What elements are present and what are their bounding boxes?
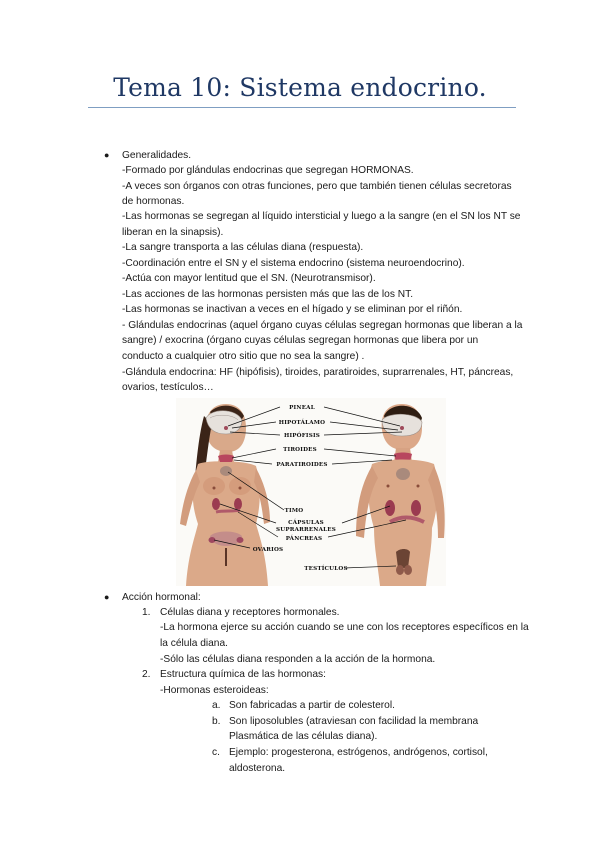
female-body-icon (180, 404, 270, 586)
text-line: -Sólo las células diana responden a la acción de la hormona. (160, 654, 436, 665)
label-hipotalamo: HIPOTÁLAMO (278, 420, 326, 426)
bullet-icon: ● (104, 150, 110, 160)
label-pancreas: PÁNCREAS (285, 536, 323, 542)
text-line: ovarios, testículos… (122, 382, 214, 393)
label-suprarrenales: SUPRARRENALES (276, 527, 336, 533)
text-line: Son liposolubles (atraviesan con facilidad la membrana (229, 716, 479, 727)
text-line: - Glándulas endocrinas (aquel órgano cuyas células segregan hormonas que liberan a la (122, 320, 523, 331)
text-line: la célula diana. (160, 638, 228, 649)
bullet-icon: ● (104, 592, 110, 602)
text-line: -Actúa con mayor lentitud que el SN. (Neurotransmisor). (122, 273, 376, 284)
text-line: -Las acciones de las hormonas persisten más que las de los NT. (122, 289, 414, 300)
endocrine-figure (176, 398, 446, 586)
label-tiroides: TIROIDES (283, 447, 317, 453)
text-line: -Formado por glándulas endocrinas que segregan HORMONAS. (122, 165, 414, 176)
label-timo: TIMO (284, 508, 304, 514)
label-hipofisis: HIPÓFISIS (283, 433, 321, 439)
list-number: 1. (142, 607, 151, 618)
text-line: -Las hormonas se inactivan a veces en el hígado y se eliminan por el riñón. (122, 304, 463, 315)
text-line: de hormonas. (122, 196, 185, 207)
list-letter: b. (212, 716, 221, 727)
section-heading: Acción hormonal: (122, 592, 201, 603)
text-line: conducto a cualquier otro sitio que no sea la sangre) . (122, 351, 365, 362)
list-item-title: Estructura química de las hormonas: (160, 669, 326, 680)
endocrine-diagram-icon (176, 398, 446, 586)
text-line: -Las hormonas se segregan al líquido intersticial y luego a la sangre (en el SN los NT se (122, 211, 521, 222)
text-line: sangre) / exocrina (órgano cuyas células segregan hormonas que libera por un (122, 335, 479, 346)
text-line: -Coordinación entre el SN y el sistema endocrino (sistema neuroendocrino). (122, 258, 465, 269)
text-line: aldosterona. (229, 763, 286, 774)
list-number: 2. (142, 669, 151, 680)
text-line: -Hormonas esteroideas: (160, 685, 269, 696)
label-ovarios: OVARIOS (252, 547, 284, 553)
label-pineal: PINEAL (289, 405, 315, 411)
list-letter: c. (212, 747, 220, 758)
text-line: Plasmática de las células diana). (229, 731, 378, 742)
list-letter: a. (212, 700, 221, 711)
title-divider (88, 107, 516, 108)
text-line: -A veces son órganos con otras funciones, pero que también tienen células secretoras (122, 181, 512, 192)
page-title: Tema 10: Sistema endocrino. (113, 73, 487, 102)
label-testiculos: TESTÍCULOS (304, 566, 348, 572)
text-line: Ejemplo: progesterona, estrógenos, andrógenos, cortisol, (229, 747, 488, 758)
text-line: -La hormona ejerce su acción cuando se une con los receptores específicos en la (160, 622, 529, 633)
list-item-title: Células diana y receptores hormonales. (160, 607, 340, 618)
text-line: -Glándula endocrina: HF (hipófisis), tiroides, paratiroides, suprarrenales, HT, páncreas, (122, 367, 514, 378)
label-paratiroides: PARATIROIDES (276, 462, 328, 468)
text-line: -La sangre transporta a las células diana (respuesta). (122, 242, 364, 253)
text-line: Son fabricadas a partir de colesterol. (229, 700, 395, 711)
text-line: liberan en la sinapsis). (122, 227, 224, 238)
section-heading: Generalidades. (122, 150, 192, 161)
male-body-icon (356, 404, 445, 586)
label-capsulas: CÁPSULAS (288, 520, 324, 526)
